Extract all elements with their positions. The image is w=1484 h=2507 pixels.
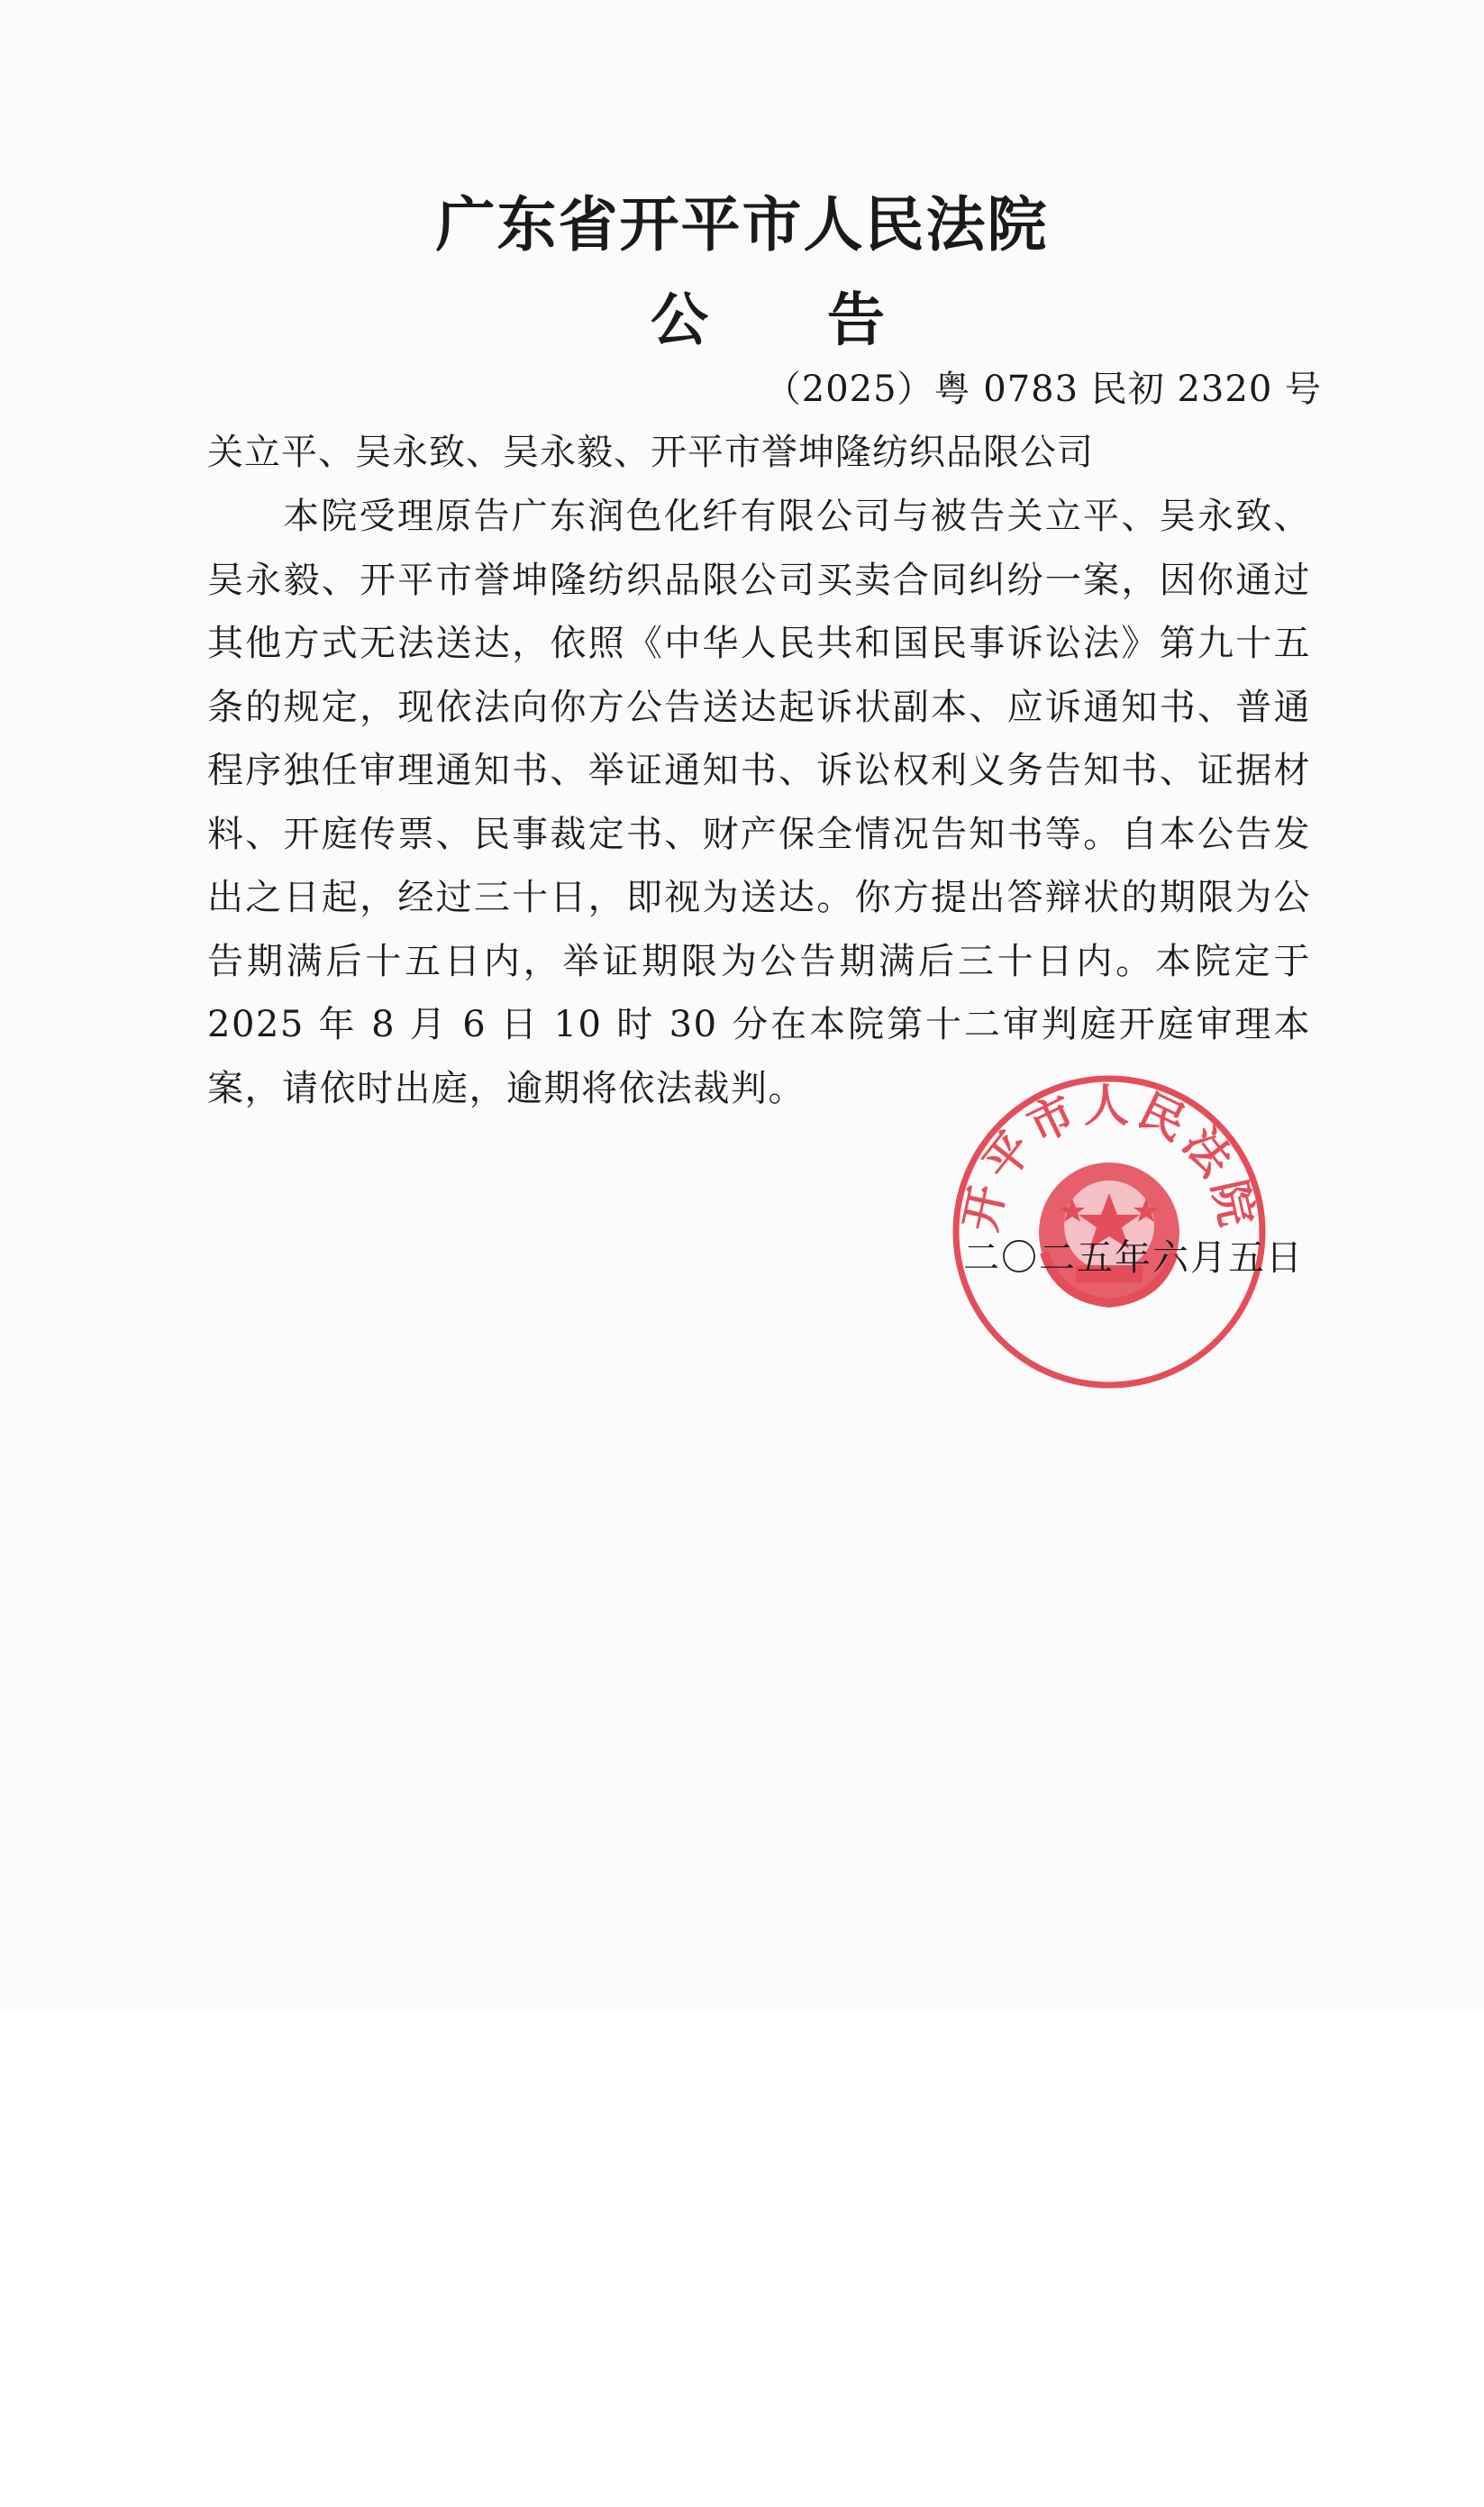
case-number: （2025）粤 0783 民初 2320 号 <box>764 369 1322 410</box>
seal-text: 开平市人民法院 <box>953 1079 1265 1236</box>
notice-title-char-1: 公 <box>651 287 708 354</box>
notice-body: 本院受理原告广东润色化纤有限公司与被告关立平、吴永致、吴永毅、开平市誉坤隆纺织品限公司买卖合同纠纷一案，因你通过其他方式无法送达，依照《中华人民共和国民事诉讼法》第九十五条的规定，现依法向你方公告送达起诉状副本、应诉通知书、普通程序独任审理通知书、举证通知书、诉讼权利义务告知书、证据材料、开庭传票、民事裁定书、财产保全情况告知书等。自本公告发出之日起，经过三十日，即视为送达。你方提出答辩状的期限为公告期满后十五日内，举证期限为公告期满后三十日内。本院定于 2025 年 8 月 6 日 10 时 30 分在本院第十二审判庭开庭审理本案，请依时出庭，逾期将依法裁判。 <box>207 496 1311 1109</box>
issue-date: 二〇二五年六月五日 <box>963 1237 1304 1279</box>
court-name-heading: 广东省开平市人民法院 <box>435 190 1049 260</box>
notice-title-char-2: 告 <box>827 287 885 354</box>
page-lower-band <box>0 2010 1484 2507</box>
notice-title <box>651 274 885 357</box>
addressee: 关立平、吴永致、吴永毅、开平市誉坤隆纺织品限公司 <box>207 432 1094 473</box>
